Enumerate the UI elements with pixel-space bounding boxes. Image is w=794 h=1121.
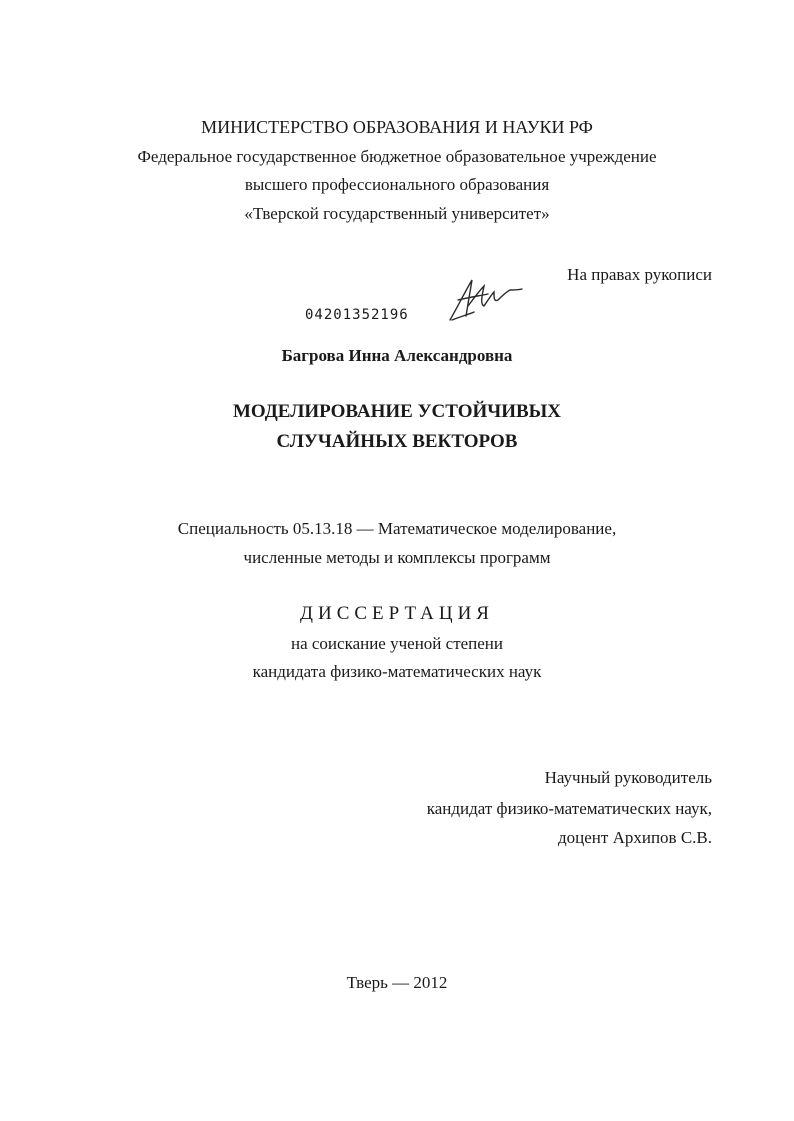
institution-line-1: Федеральное государственное бюджетное образовательное учреждение: [137, 147, 657, 166]
degree-purpose-line-2: кандидата физико-математических наук: [252, 662, 542, 681]
thesis-title-line-1: МОДЕЛИРОВАНИЕ УСТОЙЧИВЫХ: [232, 401, 562, 422]
ministry-heading: МИНИСТЕРСТВО ОБРАЗОВАНИЯ И НАУКИ РФ: [201, 117, 593, 137]
supervisor-role: Научный руководитель: [544, 768, 712, 787]
archive-number: 04201352196: [305, 307, 409, 323]
specialty-line-2: численные методы и комплексы программ: [243, 548, 551, 567]
city-year: Тверь — 2012: [346, 973, 448, 992]
thesis-title-line-2: СЛУЧАЙНЫХ ВЕКТОРОВ: [276, 431, 518, 452]
supervisor-name: доцент Архипов С.В.: [558, 828, 712, 847]
signature-icon: [444, 276, 524, 326]
supervisor-degree: кандидат физико-математических наук,: [426, 799, 712, 818]
university-name: «Тверской государственный университет»: [244, 204, 550, 223]
institution-line-2: высшего профессионального образования: [244, 175, 550, 194]
author-name: Багрова Инна Александровна: [281, 346, 513, 365]
degree-purpose-line-1: на соискание ученой степени: [290, 634, 504, 653]
manuscript-note: На правах рукописи: [567, 265, 712, 284]
dissertation-label: ДИССЕРТАЦИЯ: [300, 603, 494, 624]
specialty-line-1: Специальность 05.13.18 — Математическое моделирование,: [177, 519, 617, 538]
